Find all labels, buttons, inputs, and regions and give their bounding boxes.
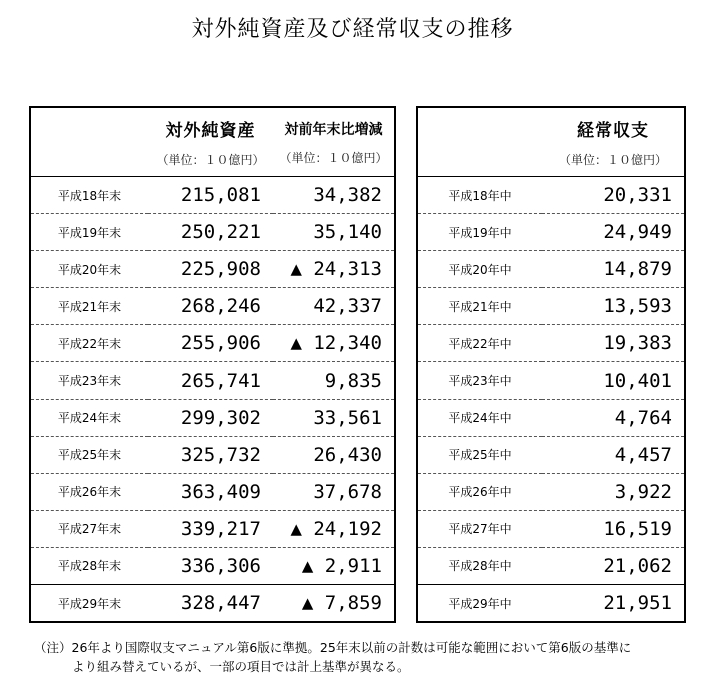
row-label: 平成29年末 (30, 585, 148, 623)
footnote-line-2: より組み替えているが、一部の項目では計上基準が異なる。 (72, 659, 410, 674)
table-row (417, 214, 685, 251)
row-label: 平成23年中 (417, 362, 542, 399)
net-assets-value: 328,447 (148, 585, 273, 623)
net-assets-header (148, 107, 273, 177)
net-external-assets-table (29, 106, 396, 623)
row-label: 平成18年末 (30, 177, 148, 214)
net-assets-value: 225,908 (148, 251, 273, 288)
change-value: ▲ 12,340 (273, 325, 395, 362)
current-account-value: 24,949 (542, 214, 685, 251)
row-label: 平成19年中 (417, 214, 542, 251)
table-row (30, 325, 395, 362)
change-value: 42,337 (273, 288, 395, 325)
row-label: 平成21年末 (30, 288, 148, 325)
row-label: 平成28年末 (30, 547, 148, 584)
net-assets-value: 339,217 (148, 510, 273, 547)
current-account-value: 16,519 (542, 510, 685, 547)
row-label: 平成29年中 (417, 585, 542, 623)
table-row (417, 436, 685, 473)
change-value: 35,140 (273, 214, 395, 251)
table-row (30, 399, 395, 436)
footnote-line-1: （注）26年より国際収支マニュアル第6版に準拠。25年末以前の計数は可能な範囲において第6版の基準に (34, 640, 632, 655)
change-value: ▲ 7,859 (273, 585, 395, 623)
table-row (30, 288, 395, 325)
row-label: 平成24年末 (30, 399, 148, 436)
table-row (30, 251, 395, 288)
net-assets-value: 363,409 (148, 473, 273, 510)
row-label: 平成26年末 (30, 473, 148, 510)
net-assets-header-unit: （単位：１０億円） (156, 153, 265, 167)
change-header (273, 107, 395, 177)
footnote (34, 638, 674, 676)
row-label: 平成22年末 (30, 325, 148, 362)
current-account-value: 3,922 (542, 473, 685, 510)
row-label: 平成20年中 (417, 251, 542, 288)
row-label: 平成24年中 (417, 399, 542, 436)
change-value: 34,382 (273, 177, 395, 214)
current-account-value: 13,593 (542, 288, 685, 325)
header-blank-cell (417, 107, 542, 177)
row-label: 平成25年中 (417, 436, 542, 473)
change-value: ▲ 2,911 (273, 547, 395, 584)
table-row (30, 214, 395, 251)
net-assets-value: 268,246 (148, 288, 273, 325)
table-row (417, 510, 685, 547)
change-header-unit: （単位：１０億円） (279, 150, 388, 165)
change-value: ▲ 24,313 (273, 251, 395, 288)
table-row (417, 399, 685, 436)
current-account-value: 4,764 (542, 399, 685, 436)
current-account-value: 21,951 (542, 585, 685, 623)
table-row (417, 177, 685, 214)
net-assets-value: 336,306 (148, 547, 273, 584)
change-value: 33,561 (273, 399, 395, 436)
row-label: 平成22年中 (417, 325, 542, 362)
current-account-value: 10,401 (542, 362, 685, 399)
row-label: 平成21年中 (417, 288, 542, 325)
table-row (417, 473, 685, 510)
header-blank-cell (30, 107, 148, 177)
change-value: ▲ 24,192 (273, 510, 395, 547)
row-label: 平成19年末 (30, 214, 148, 251)
change-value: 37,678 (273, 473, 395, 510)
row-label: 平成28年中 (417, 547, 542, 584)
change-header-title: 対前年末比増減 (284, 121, 383, 138)
current-account-value: 21,062 (542, 547, 685, 584)
table-row (417, 585, 685, 623)
current-account-value: 20,331 (542, 177, 685, 214)
current-account-header-title: 経常収支 (577, 121, 649, 141)
table-row (417, 288, 685, 325)
table-row (417, 251, 685, 288)
net-assets-value: 255,906 (148, 325, 273, 362)
net-assets-header-title: 対外純資産 (165, 121, 256, 141)
current-account-table (416, 106, 686, 623)
row-label: 平成26年中 (417, 473, 542, 510)
current-account-value: 14,879 (542, 251, 685, 288)
table-row (417, 547, 685, 584)
table-row (30, 436, 395, 473)
table-row (30, 473, 395, 510)
row-label: 平成27年末 (30, 510, 148, 547)
table-row (417, 325, 685, 362)
change-value: 9,835 (273, 362, 395, 399)
current-account-header-unit: （単位：１０億円） (558, 153, 667, 167)
current-account-value: 19,383 (542, 325, 685, 362)
net-assets-value: 250,221 (148, 214, 273, 251)
net-assets-value: 325,732 (148, 436, 273, 473)
row-label: 平成25年末 (30, 436, 148, 473)
current-account-value: 4,457 (542, 436, 685, 473)
page-title: 対外純資産及び経常収支の推移 (191, 17, 514, 42)
table-row (30, 510, 395, 547)
current-account-header (542, 107, 685, 177)
change-value: 26,430 (273, 436, 395, 473)
table-row (30, 585, 395, 623)
table-row (417, 362, 685, 399)
row-label: 平成20年末 (30, 251, 148, 288)
net-assets-value: 265,741 (148, 362, 273, 399)
table-row (30, 547, 395, 584)
row-label: 平成27年中 (417, 510, 542, 547)
row-label: 平成23年末 (30, 362, 148, 399)
net-assets-value: 299,302 (148, 399, 273, 436)
net-assets-value: 215,081 (148, 177, 273, 214)
table-row (30, 177, 395, 214)
row-label: 平成18年中 (417, 177, 542, 214)
table-row (30, 362, 395, 399)
